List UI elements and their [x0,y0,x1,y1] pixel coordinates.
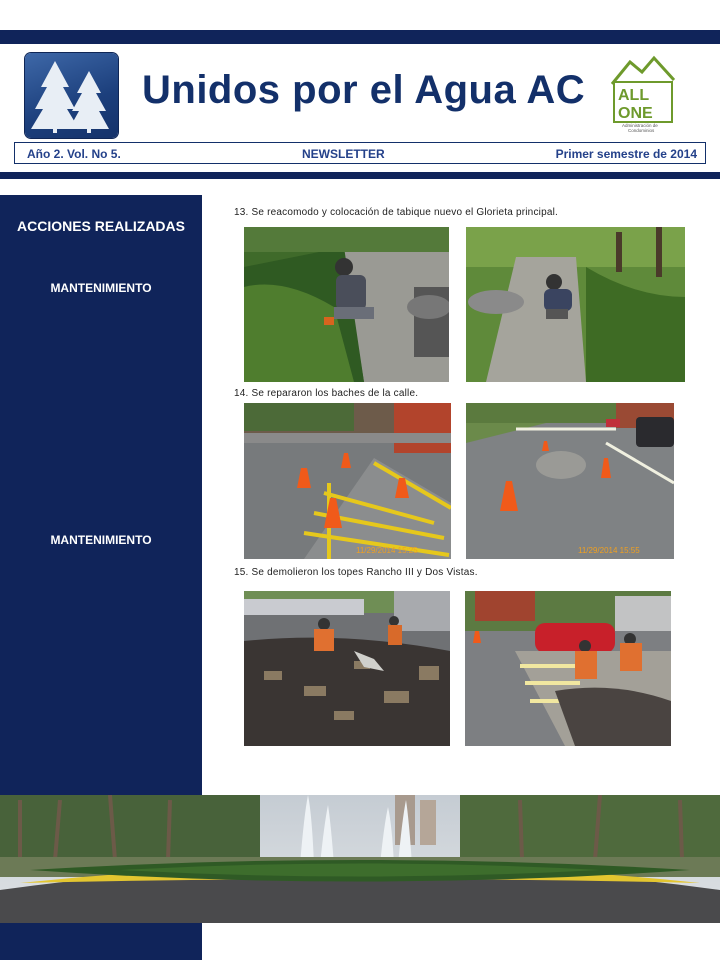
logo-subtitle-1: Administración de [622,123,658,128]
photo-worker-path [466,227,685,382]
pine-trees-icon [25,53,118,138]
issue-period: Primer semestre de 2014 [555,147,697,161]
photo-date-stamp: 11/29/2014 15:55 [578,546,640,555]
photo-speed-bump-demolition-1 [244,591,450,746]
top-rule [0,30,720,44]
item-caption: 14. Se repararon los baches de la calle. [234,388,419,399]
issue-info-bar [14,142,706,164]
sidebar-section-maintenance: MANTENIMIENTO [50,281,152,295]
issue-number: Año 2. Vol. No 5. [27,147,121,161]
logo-word-in: In [650,93,658,102]
roundabout-fountain-photo [0,795,720,923]
sidebar-section-maintenance: MANTENIMIENTO [50,533,152,547]
sidebar-title: ACCIONES REALIZADAS [16,218,185,234]
photo-worker-curb [244,227,449,382]
photo-date-stamp: 11/29/2014 15:25 [356,546,418,555]
newsletter-label: NEWSLETTER [302,147,385,161]
all-in-one-logo [608,54,678,134]
photo-speed-bump-demolition-2 [465,591,671,746]
pine-trees-logo [25,53,118,138]
logo-word-all: ALL [618,87,650,104]
photo-pothole-repair [244,403,451,559]
header-bottom-rule [0,172,720,179]
logo-subtitle-2: Condominios [628,128,655,133]
photo-street-cones [466,403,674,559]
item-caption: 13. Se reacomodo y colocación de tabique nuevo el Glorieta principal. [234,207,558,218]
item-caption: 15. Se demolieron los topes Rancho III y Dos Vistas. [234,567,478,578]
newsletter-title: Unidos por el Agua AC [142,68,586,112]
logo-word-one: ONE [618,105,653,122]
